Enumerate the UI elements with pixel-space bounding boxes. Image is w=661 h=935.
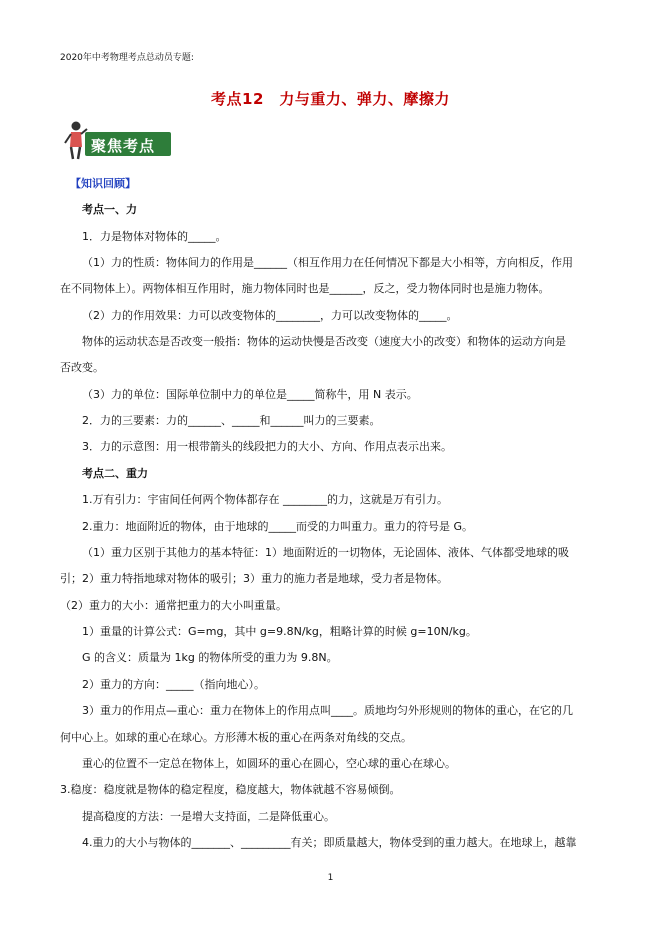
text-line: （1）重力区别于其他力的基本特征：1）地面附近的一切物体，无论固体、液体、气体都受地球的吸	[82, 546, 569, 559]
text-line: 重心的位置不一定总在物体上，如圆环的重心在圆心，空心球的重心在球心。	[82, 757, 456, 770]
text-line: 2.重力：地面附近的物体，由于地球的_____而受的力叫重力。重力的符号是 G。	[82, 520, 474, 533]
text-line: 4.重力的大小与物体的_______、_________有关；即质量越大，物体受到的重力越大。在地球上，越靠	[82, 836, 577, 849]
text-line: 何中心上。如球的重心在球心。方形薄木板的重心在两条对角线的交点。	[60, 731, 412, 744]
text-line: 否改变。	[60, 361, 104, 374]
text-line: （3）力的单位：国际单位制中力的单位是_____简称牛，用 N 表示。	[82, 388, 418, 401]
text-line: 3）重力的作用点—重心：重力在物体上的作用点叫____。质地均匀外形规则的物体的重心，在它的几	[82, 704, 573, 717]
text-line: 1．力是物体对物体的_____。	[82, 230, 227, 243]
text-line: （2）重力的大小：通常把重力的大小叫重量。	[60, 599, 287, 612]
text-line: 3.稳度：稳度就是物体的稳定程度，稳度越大，物体就越不容易倾倒。	[60, 783, 401, 796]
page-number: 1	[327, 873, 334, 883]
text-line: G 的含义：质量为 1kg 的物体所受的重力为 9.8N。	[82, 651, 338, 664]
text-line: （1）力的性质：物体间力的作用是______（相互作用力在任何情况下都是大小相等，方向相反，作用	[82, 256, 573, 269]
text-line: 3．力的示意图：用一根带箭头的线段把力的大小、方向、作用点表示出来。	[82, 440, 452, 453]
text-line: 考点一、力	[82, 203, 137, 216]
section-banner	[57, 119, 172, 161]
text-line: 2．力的三要素：力的______、_____和______叫力的三要素。	[82, 414, 381, 427]
header-note: 2020年中考物理考点总动员专题:	[60, 53, 194, 63]
text-line: 1.万有引力：宇宙间任何两个物体都存在 ________的力，这就是万有引力。	[82, 493, 448, 506]
text-line: 2）重力的方向：_____（指向地心）。	[82, 678, 265, 691]
page-title: 考点12 力与重力、弹力、摩擦力	[211, 90, 450, 108]
text-line: 引；2）重力特指地球对物体的吸引；3）重力的施力者是地球，受力者是物体。	[60, 572, 448, 585]
text-line: 考点二、重力	[82, 467, 148, 480]
text-line: 物体的运动状态是否改变一般指：物体的运动快慢是否改变（速度大小的改变）和物体的运动方向是	[82, 335, 566, 348]
text-line: （2）力的作用效果：力可以改变物体的________，力可以改变物体的_____。	[82, 309, 458, 322]
text-line: 在不同物体上）。两物体相互作用时，施力物体同时也是______，反之，受力物体同时也是施力物体。	[60, 282, 550, 295]
text-line: 1）重量的计算公式：G=mg，其中 g=9.8N/kg，粗略计算的时候 g=10N/kg。	[82, 625, 477, 638]
text-line: 提高稳度的方法：一是增大支持面，二是降低重心。	[82, 810, 335, 823]
banner-label: 聚焦考点	[91, 137, 156, 155]
text-line: 【知识回顾】	[70, 177, 136, 190]
